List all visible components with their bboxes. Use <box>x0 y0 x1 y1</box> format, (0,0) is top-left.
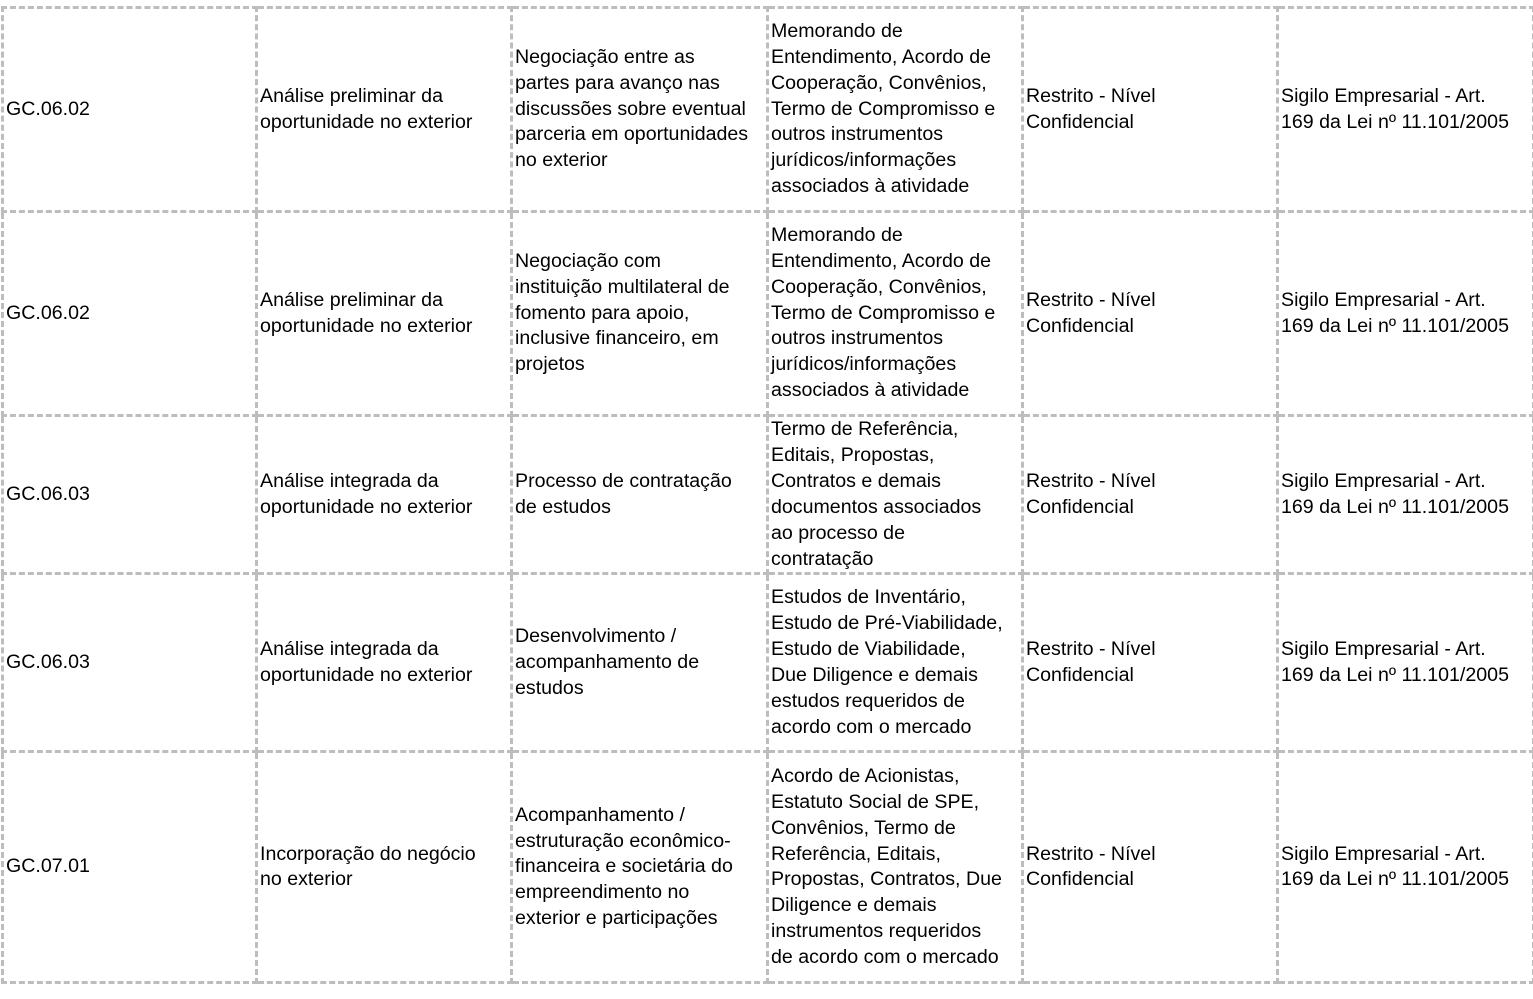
stage-cell <box>257 416 512 574</box>
legal-basis-cell-line: Sigilo Empresarial - Art. <box>1281 842 1486 865</box>
documents-cell-line: Entendimento, Acordo de <box>771 249 992 272</box>
stage-cell-line: Análise preliminar da <box>260 84 443 107</box>
activity-cell-line: inclusive financeiro, em <box>515 327 719 350</box>
classification-cell-line: Restrito - Nível <box>1026 84 1156 107</box>
classification-cell-line: Confidencial <box>1026 495 1134 518</box>
documents-cell-line: associados à atividade <box>771 379 970 402</box>
documents-cell <box>768 574 1023 752</box>
activity-cell-line: discussões sobre eventual <box>515 97 746 120</box>
stage-cell-line: oportunidade no exterior <box>260 314 473 337</box>
legal-basis-cell <box>1278 416 1533 574</box>
documents-cell-line: Editais, Propostas, <box>771 443 935 466</box>
activity-cell-line: de estudos <box>515 495 611 518</box>
classification-cell <box>1023 416 1278 574</box>
classification-cell <box>1023 574 1278 752</box>
code-cell-text: GC.06.02 <box>6 301 90 324</box>
activity-cell <box>512 8 768 212</box>
documents-cell <box>768 416 1023 574</box>
code-cell <box>3 574 257 752</box>
stage-cell-line: Incorporação do negócio <box>260 842 476 865</box>
activity-cell-line: Negociação com <box>515 249 661 272</box>
documents-cell-line: Termo de Compromisso e <box>771 97 996 120</box>
table-row <box>3 8 1533 212</box>
activity-cell-line: empreendimento no <box>515 881 690 904</box>
code-cell-text: GC.06.03 <box>6 650 90 673</box>
documents-cell-line: instrumentos requeridos <box>771 920 982 943</box>
code-cell-text: GC.06.02 <box>6 97 90 120</box>
documents-cell-line: Termo de Compromisso e <box>771 301 996 324</box>
documents-cell-line: de acordo com o mercado <box>771 946 999 969</box>
activity-cell-line: Desenvolvimento / <box>515 625 677 648</box>
documents-cell-line: jurídicos/informações <box>771 149 957 172</box>
stage-cell-line: no exterior <box>260 868 353 891</box>
activity-cell-line: instituição multilateral de <box>515 275 730 298</box>
activity-cell-line: no exterior <box>515 149 608 172</box>
classification-cell-line: Restrito - Nível <box>1026 469 1156 492</box>
activity-cell-line: fomento para apoio, <box>515 301 690 324</box>
activity-cell-line: parceria em oportunidades <box>515 123 749 146</box>
activity-cell-line: financeira e societária do <box>515 855 733 878</box>
legal-basis-cell <box>1278 574 1533 752</box>
documents-cell-line: Memorando de <box>771 223 903 246</box>
legal-basis-cell-line: Sigilo Empresarial - Art. <box>1281 469 1486 492</box>
documents-cell-line: Propostas, Contratos, Due <box>771 868 1002 891</box>
legal-basis-cell-line: 169 da Lei nº 11.101/2005 <box>1281 495 1509 518</box>
stage-cell <box>257 574 512 752</box>
activity-cell <box>512 416 768 574</box>
documents-cell-line: Estudo de Viabilidade, <box>771 638 966 661</box>
legal-basis-cell-line: 169 da Lei nº 11.101/2005 <box>1281 868 1509 891</box>
document-page <box>1 6 1532 984</box>
code-cell <box>3 416 257 574</box>
stage-cell <box>257 212 512 416</box>
documents-cell <box>768 212 1023 416</box>
classification-cell-line: Restrito - Nível <box>1026 842 1156 865</box>
documents-cell-line: documentos associados <box>771 495 982 518</box>
classification-cell-line: Confidencial <box>1026 868 1134 891</box>
documents-cell-line: outros instrumentos <box>771 327 944 350</box>
stage-cell <box>257 752 512 983</box>
legal-basis-cell-line: 169 da Lei nº 11.101/2005 <box>1281 110 1509 133</box>
documents-cell-line: Memorando de <box>771 19 903 42</box>
activity-cell-line: estudos <box>515 676 584 699</box>
table-row <box>3 574 1533 752</box>
table-body <box>3 8 1533 983</box>
activity-cell-line: Negociação entre as <box>515 45 695 68</box>
classification-cell-line: Confidencial <box>1026 314 1134 337</box>
documents-cell <box>768 752 1023 983</box>
stage-cell-line: oportunidade no exterior <box>260 663 473 686</box>
legal-basis-cell <box>1278 212 1533 416</box>
classification-cell <box>1023 8 1278 212</box>
code-cell-text: GC.07.01 <box>6 855 90 878</box>
documents-cell-line: Acordo de Acionistas, <box>771 764 960 787</box>
documents-cell-line: Estatuto Social de SPE, <box>771 790 980 813</box>
documents-cell-line: Estudo de Pré-Viabilidade, <box>771 612 1003 635</box>
stage-cell-line: oportunidade no exterior <box>260 110 473 133</box>
activity-cell-line: partes para avanço nas <box>515 71 720 94</box>
activity-cell-line: estruturação econômico- <box>515 829 731 852</box>
activity-cell <box>512 574 768 752</box>
documents-cell-line: outros instrumentos <box>771 123 944 146</box>
stage-cell <box>257 8 512 212</box>
documents-cell-line: jurídicos/informações <box>771 353 957 376</box>
activity-cell-line: Acompanhamento / <box>515 803 685 826</box>
stage-cell-line: Análise integrada da <box>260 638 439 661</box>
documents-cell-line: estudos requeridos de <box>771 689 965 712</box>
activity-cell-line: Processo de contratação <box>515 469 732 492</box>
documents-cell-line: ao processo de <box>771 521 905 544</box>
documents-cell-line: associados à atividade <box>771 175 970 198</box>
activity-cell-line: acompanhamento de <box>515 650 700 673</box>
activity-cell <box>512 752 768 983</box>
code-cell <box>3 752 257 983</box>
legal-basis-cell-line: Sigilo Empresarial - Art. <box>1281 638 1486 661</box>
classification-cell <box>1023 752 1278 983</box>
classification-cell-line: Restrito - Nível <box>1026 638 1156 661</box>
activity-cell-line: projetos <box>515 353 585 376</box>
legal-basis-cell-line: Sigilo Empresarial - Art. <box>1281 288 1486 311</box>
documents-cell-line: Cooperação, Convênios, <box>771 71 987 94</box>
legal-basis-cell <box>1278 8 1533 212</box>
legal-basis-cell-line: 169 da Lei nº 11.101/2005 <box>1281 314 1509 337</box>
documents-cell-line: contratação <box>771 547 874 570</box>
classification-cell <box>1023 212 1278 416</box>
activity-cell <box>512 212 768 416</box>
documents-cell-line: Estudos de Inventário, <box>771 586 966 609</box>
code-cell <box>3 8 257 212</box>
information-classification-table <box>1 6 1533 984</box>
legal-basis-cell-line: Sigilo Empresarial - Art. <box>1281 84 1486 107</box>
classification-cell-line: Restrito - Nível <box>1026 288 1156 311</box>
documents-cell-line: Diligence e demais <box>771 894 937 917</box>
stage-cell-line: oportunidade no exterior <box>260 495 473 518</box>
activity-cell-line: exterior e participações <box>515 907 718 930</box>
classification-cell-line: Confidencial <box>1026 663 1134 686</box>
documents-cell-line: Termo de Referência, <box>771 418 959 440</box>
documents-cell-line: Convênios, Termo de <box>771 816 956 839</box>
documents-cell-line: Referência, Editais, <box>771 842 941 865</box>
code-cell-text: GC.06.03 <box>6 482 90 505</box>
table-row <box>3 416 1533 574</box>
documents-cell-line: Cooperação, Convênios, <box>771 275 987 298</box>
documents-cell-line: Entendimento, Acordo de <box>771 45 992 68</box>
table-row <box>3 212 1533 416</box>
documents-cell-line: acordo com o mercado <box>771 715 972 738</box>
classification-cell-line: Confidencial <box>1026 110 1134 133</box>
stage-cell-line: Análise preliminar da <box>260 288 443 311</box>
documents-cell-line: Contratos e demais <box>771 469 941 492</box>
table-row <box>3 752 1533 983</box>
legal-basis-cell-line: 169 da Lei nº 11.101/2005 <box>1281 663 1509 686</box>
code-cell <box>3 212 257 416</box>
stage-cell-line: Análise integrada da <box>260 469 439 492</box>
documents-cell <box>768 8 1023 212</box>
documents-cell-line: Due Diligence e demais <box>771 663 978 686</box>
legal-basis-cell <box>1278 752 1533 983</box>
